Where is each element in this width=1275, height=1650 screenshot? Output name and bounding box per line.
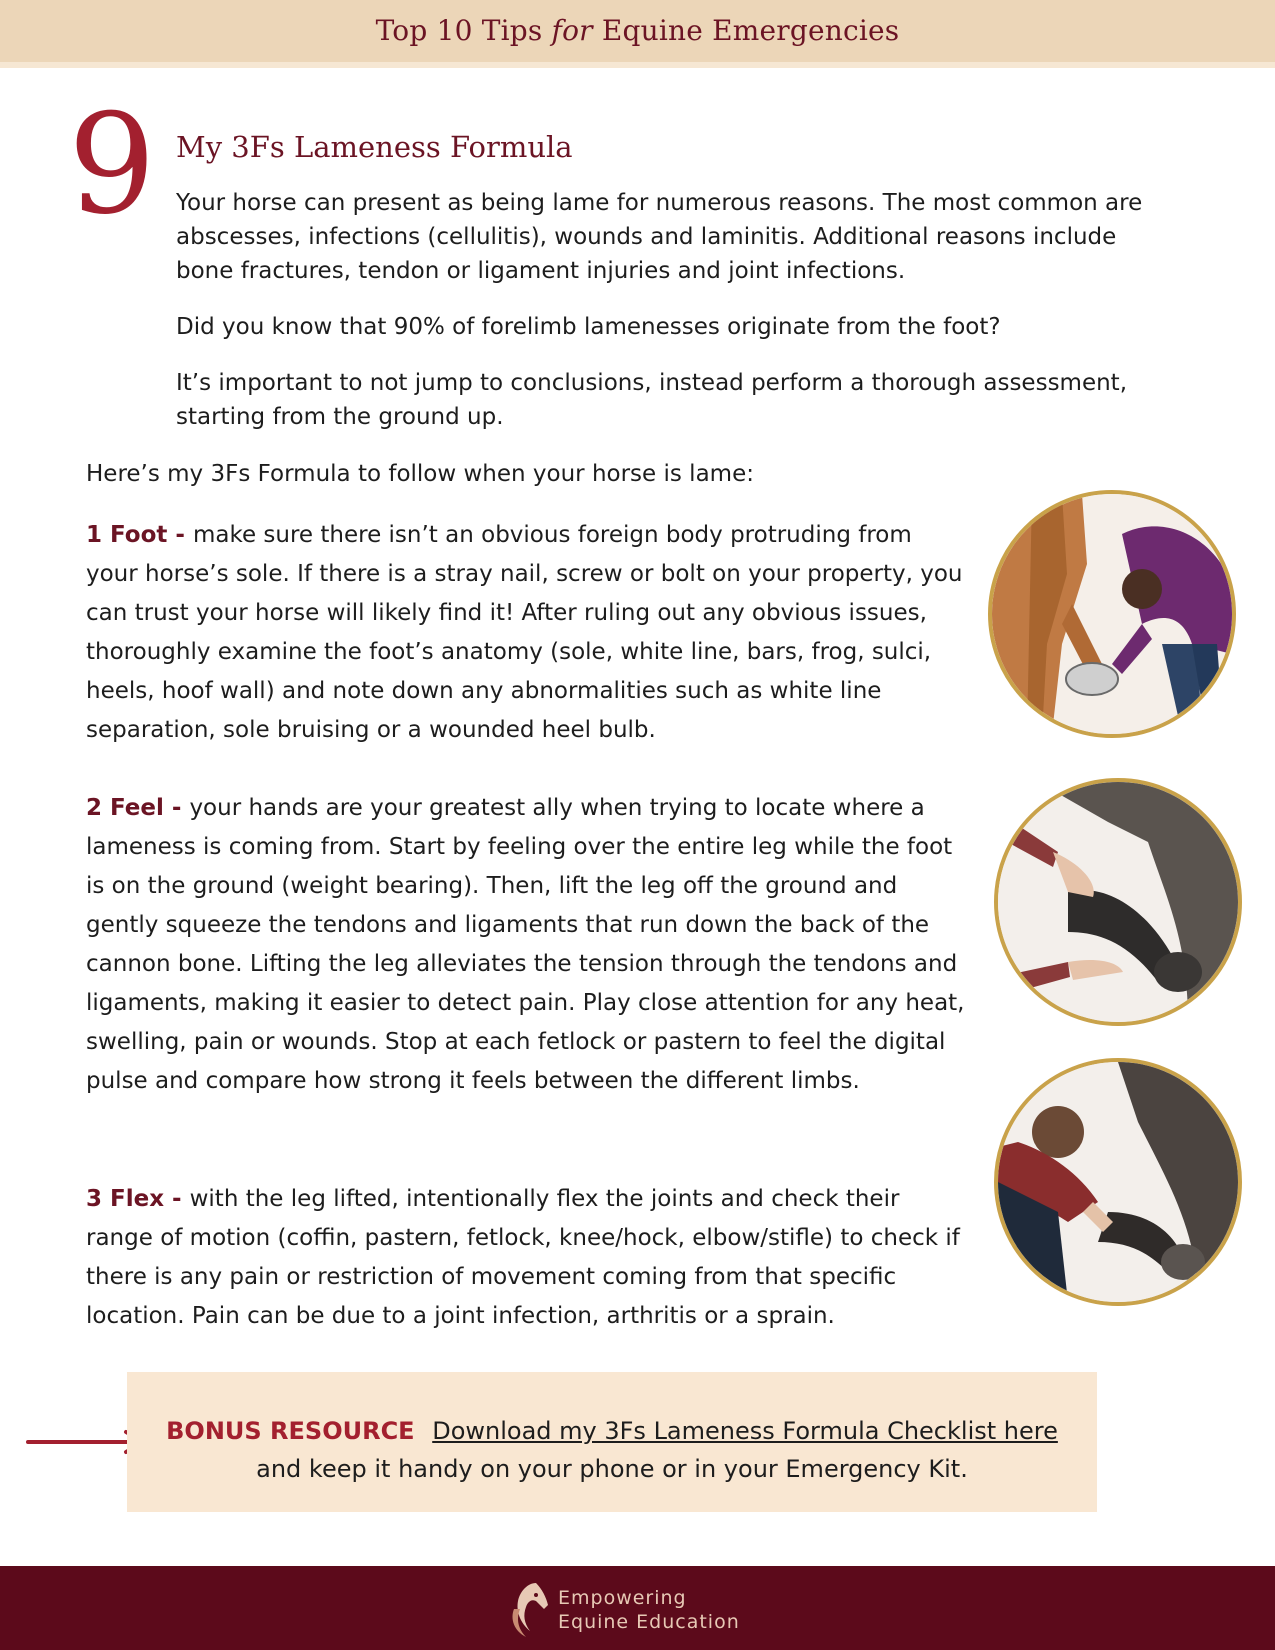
step-flex-label: 3 Flex - bbox=[86, 1186, 190, 1212]
tip-number: 9 bbox=[68, 84, 156, 245]
header-title-part1: Top 10 Tips bbox=[375, 14, 552, 47]
horse-head-logo-icon bbox=[506, 1579, 552, 1639]
bonus-line-1 bbox=[127, 1412, 1097, 1450]
step-flex-text: with the leg lifted, intentionally flex the joints and check their range of motion (coffin, pastern, fetlock, knee/hock, elbow/stifle) to check if there is any pain or restriction of movement coming from that specific location. Pain can be due to a joint infection, arthritis or a sprain. bbox=[86, 1186, 960, 1329]
step-foot bbox=[86, 516, 966, 750]
page-header bbox=[0, 0, 1275, 68]
step-feel-text: your hands are your greatest ally when trying to locate where a lameness is coming from. Start by feeling over the entire leg while the foot is on the ground (weight bearing). Then, lift the leg off the ground and gently squeeze the tendons and ligaments that run down the back of the cannon bone. Lifting the leg alleviates the tension through the tendons and ligaments, making it easier to detect pain. Play close attention for any heat, swelling, pain or wounds. Stop at each fetlock or pastern to feel the digital pulse and compare how strong it feels between the different limbs. bbox=[86, 795, 965, 1094]
intro-paragraph: It’s important to not jump to conclusions, instead perform a thorough assessment, starting from the ground up. bbox=[176, 370, 1128, 430]
step-flex bbox=[86, 1180, 966, 1336]
bonus-resource-box bbox=[127, 1372, 1097, 1512]
step-foot-text: make sure there isn’t an obvious foreign body protruding from your horse’s sole. If there is a stray nail, screw or bolt on your property, you can trust your horse will likely find it! After ruling out any obvious issues, thoroughly examine the foot’s anatomy (sole, white line, bars, frog, sulci, heels, hoof wall) and note down any abnormalities such as white line separation, sole bruising or a wounded heel bulb. bbox=[86, 522, 963, 743]
footer-line-2: Equine Education bbox=[558, 1611, 740, 1633]
photo-joint-flex-illustration bbox=[998, 1062, 1238, 1302]
header-title bbox=[376, 14, 900, 47]
intro-text bbox=[176, 186, 1156, 456]
photo-leg-feel-illustration bbox=[998, 782, 1238, 1022]
step-foot-label: 1 Foot - bbox=[86, 522, 193, 548]
photo-joint-flex bbox=[994, 1058, 1242, 1306]
photo-leg-feel bbox=[994, 778, 1242, 1026]
photo-foot-exam bbox=[988, 490, 1236, 738]
bonus-tag: BONUS RESOURCE bbox=[166, 1417, 415, 1445]
page-footer bbox=[0, 1566, 1275, 1650]
formula-lead: Here’s my 3Fs Formula to follow when your horse is lame: bbox=[86, 461, 754, 487]
header-title-part2: Equine Emergencies bbox=[592, 14, 900, 47]
photo-foot-exam-illustration bbox=[992, 494, 1232, 734]
footer-line-1: Empowering bbox=[558, 1587, 687, 1609]
step-feel-label: 2 Feel - bbox=[86, 795, 190, 821]
tip-title: My 3Fs Lameness Formula bbox=[176, 130, 573, 164]
step-feel bbox=[86, 789, 966, 1101]
header-title-italic: for bbox=[551, 14, 593, 47]
bonus-line-2: and keep it handy on your phone or in your Emergency Kit. bbox=[256, 1455, 968, 1483]
footer-brand bbox=[558, 1586, 740, 1634]
intro-paragraph: Your horse can present as being lame for numerous reasons. The most common are abscesses, infections (cellulitis), wounds and laminitis. Additional reasons include bone fractures, tendon or ligament injuries and joint infections. bbox=[176, 190, 1143, 284]
checklist-download-link[interactable]: Download my 3Fs Lameness Formula Checklist here bbox=[432, 1417, 1058, 1445]
intro-paragraph: Did you know that 90% of forelimb lamenesses originate from the foot? bbox=[176, 314, 1001, 340]
